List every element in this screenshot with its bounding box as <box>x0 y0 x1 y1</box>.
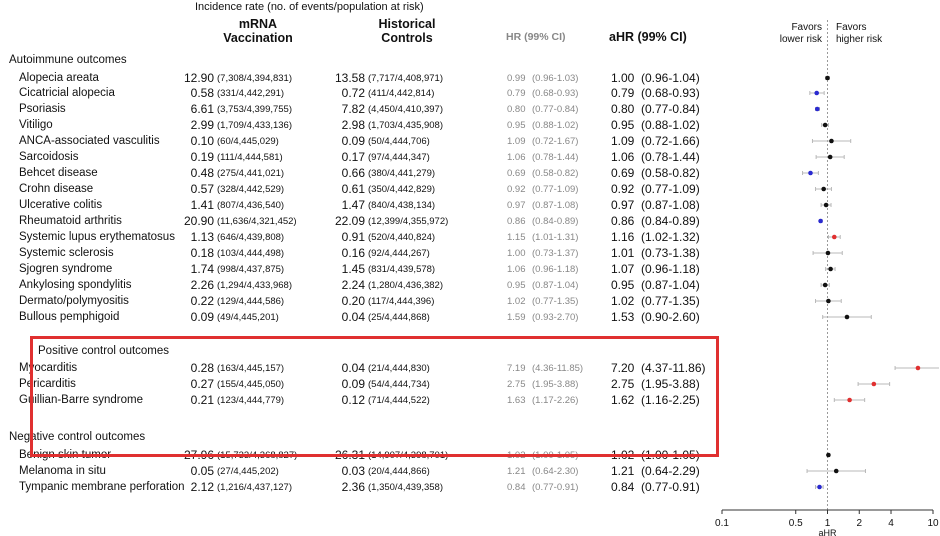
estimate-point <box>828 267 833 272</box>
historical-counts: (50/4,444,706) <box>368 136 430 147</box>
hr-value: 0.95 <box>507 280 526 291</box>
hr-ci: (0.96-1.18) <box>532 264 579 275</box>
mrna-rate: 0.19 <box>190 150 214 164</box>
outcome-name: Alopecia areata <box>19 72 99 84</box>
estimate-point <box>817 485 822 490</box>
mrna-rate: 0.28 <box>190 361 214 375</box>
mrna-counts: (103/4,444,498) <box>217 248 285 259</box>
estimate-point <box>824 203 829 208</box>
historical-rate: 26.31 <box>334 448 365 462</box>
mrna-counts: (807/4,436,540) <box>217 200 285 211</box>
ahr-value: 1.62 <box>611 393 635 407</box>
outcome-name: Rheumatoid arthritis <box>19 215 122 227</box>
ahr-ci: (0.96-1.04) <box>641 71 700 85</box>
ahr-value: 1.07 <box>611 262 635 276</box>
historical-counts: (1,703/4,435,908) <box>368 120 444 131</box>
outcome-name: Melanoma in situ <box>19 465 106 477</box>
mrna-counts: (331/4,442,291) <box>217 88 285 99</box>
hr-value: 0.99 <box>507 73 526 84</box>
outcome-name: Sarcoidosis <box>19 151 79 163</box>
mrna-counts: (163/4,445,157) <box>217 363 285 374</box>
historical-header-line2: Controls <box>381 31 433 45</box>
estimate-point <box>832 235 837 240</box>
historical-counts: (25/4,444,868) <box>368 312 430 323</box>
outcome-name: Systemic sclerosis <box>19 247 114 259</box>
hr-value: 0.69 <box>507 168 526 179</box>
historical-rate: 13.58 <box>334 71 365 85</box>
ahr-ci: (0.72-1.66) <box>641 134 700 148</box>
historical-counts: (20/4,444,866) <box>368 466 430 477</box>
estimate-point <box>834 469 839 474</box>
hr-ci: (0.64-2.30) <box>532 466 579 477</box>
mrna-rate: 0.10 <box>190 134 214 148</box>
ahr-value: 1.09 <box>611 134 635 148</box>
hr-value: 1.09 <box>507 136 526 147</box>
hr-ci: (0.73-1.37) <box>532 248 579 259</box>
hr-value: 0.97 <box>507 200 526 211</box>
historical-rate: 2.24 <box>341 278 365 292</box>
historical-counts: (1,280/4,436,382) <box>368 280 444 291</box>
mrna-rate: 0.09 <box>190 310 214 324</box>
hr-value: 1.21 <box>507 466 526 477</box>
ahr-value: 0.80 <box>611 102 635 116</box>
hr-ci: (0.72-1.67) <box>532 136 579 147</box>
mrna-counts: (111/4,444,581) <box>217 152 283 163</box>
mrna-header-line2: Vaccination <box>223 31 293 45</box>
mrna-rate: 2.12 <box>190 480 214 494</box>
ahr-value: 0.79 <box>611 86 635 100</box>
ahr-value: 0.97 <box>611 198 635 212</box>
ahr-ci: (1.95-3.88) <box>641 377 700 391</box>
historical-counts: (12,399/4,355,972) <box>368 216 449 227</box>
historical-rate: 0.17 <box>341 150 365 164</box>
mrna-counts: (60/4,445,029) <box>217 136 279 147</box>
hr-value: 1.06 <box>507 152 526 163</box>
ahr-value: 0.95 <box>611 278 635 292</box>
outcome-name: ANCA-associated vasculitis <box>19 135 160 147</box>
historical-rate: 0.66 <box>341 166 365 180</box>
hr-value: 1.06 <box>507 264 526 275</box>
mrna-counts: (3,753/4,399,755) <box>217 104 293 115</box>
x-tick-label: 0.5 <box>788 518 803 529</box>
outcome-name: Pericarditis <box>19 378 76 390</box>
historical-rate: 1.47 <box>341 198 365 212</box>
hr-value: 1.02 <box>507 450 526 461</box>
ahr-ci: (0.87-1.08) <box>641 198 700 212</box>
ahr-value: 1.06 <box>611 150 635 164</box>
ahr-ci: (0.64-2.29) <box>641 464 700 478</box>
mrna-counts: (129/4,444,586) <box>217 296 285 307</box>
x-tick-label: 0.1 <box>715 518 729 529</box>
section-positive: Positive control outcomes <box>38 345 170 357</box>
mrna-rate: 6.61 <box>190 102 214 116</box>
historical-rate: 0.61 <box>341 182 365 196</box>
hr-ci: (1.01-1.31) <box>532 232 579 243</box>
historical-counts: (520/4,440,824) <box>368 232 436 243</box>
estimate-point <box>823 123 828 128</box>
historical-counts: (411/4,442,814) <box>368 88 435 99</box>
estimate-point <box>826 453 831 458</box>
mrna-counts: (155/4,445,050) <box>217 379 285 390</box>
x-tick-label: 1 <box>824 518 831 529</box>
mrna-rate: 0.18 <box>190 246 214 260</box>
historical-rate: 0.04 <box>341 310 365 324</box>
outcome-name: Benign skin tumor <box>19 449 112 461</box>
mrna-header-line1: mRNA <box>238 17 278 31</box>
mrna-counts: (15,733/4,368,827) <box>217 450 298 461</box>
mrna-rate: 0.48 <box>190 166 214 180</box>
ahr-value: 1.53 <box>611 310 635 324</box>
ahr-value: 1.02 <box>611 294 635 308</box>
favors-lower-line1: Favors <box>791 22 822 33</box>
historical-rate: 0.20 <box>341 294 365 308</box>
ahr-value: 0.86 <box>611 214 635 228</box>
hr-ci: (0.87-1.08) <box>532 200 579 211</box>
estimate-point <box>872 382 877 387</box>
outcome-name: Crohn disease <box>19 183 94 195</box>
mrna-counts: (646/4,439,808) <box>217 232 285 243</box>
historical-rate: 2.98 <box>341 118 365 132</box>
hr-value: 0.79 <box>507 88 526 99</box>
ahr-value: 0.69 <box>611 166 635 180</box>
ahr-ci: (0.68-0.93) <box>641 86 700 100</box>
ahr-value: 1.01 <box>611 246 635 260</box>
outcome-name: Tympanic membrane perforation <box>19 481 185 493</box>
historical-counts: (117/4,444,396) <box>368 296 435 307</box>
hr-ci: (0.78-1.44) <box>532 152 579 163</box>
mrna-counts: (27/4,445,202) <box>217 466 279 477</box>
mrna-rate: 0.05 <box>190 464 214 478</box>
mrna-counts: (275/4,441,021) <box>217 168 285 179</box>
historical-counts: (1,350/4,439,358) <box>368 482 444 493</box>
mrna-rate: 2.99 <box>190 118 214 132</box>
outcome-name: Cicatricial alopecia <box>19 87 115 99</box>
estimate-point <box>826 299 831 304</box>
mrna-counts: (1,294/4,433,968) <box>217 280 293 291</box>
ahr-value: 1.00 <box>611 71 635 85</box>
mrna-rate: 1.74 <box>190 262 214 276</box>
historical-counts: (840/4,438,134) <box>368 200 436 211</box>
mrna-rate: 0.27 <box>190 377 214 391</box>
ahr-value: 0.95 <box>611 118 635 132</box>
historical-counts: (21/4,444,830) <box>368 363 430 374</box>
ahr-ci: (0.78-1.44) <box>641 150 700 164</box>
hr-value: 1.59 <box>507 312 526 323</box>
mrna-counts: (328/4,442,529) <box>217 184 285 195</box>
hr-value: 1.02 <box>507 296 526 307</box>
mrna-counts: (1,709/4,433,136) <box>217 120 293 131</box>
ahr-value: 1.16 <box>611 230 635 244</box>
mrna-rate: 2.26 <box>190 278 214 292</box>
x-axis-label: aHR <box>818 528 837 536</box>
mrna-counts: (123/4,444,779) <box>217 395 285 406</box>
hr-ci: (0.68-0.93) <box>532 88 579 99</box>
hr-ci: (0.77-0.84) <box>532 104 579 115</box>
mrna-counts: (998/4,437,875) <box>217 264 285 275</box>
estimate-point <box>823 283 828 288</box>
mrna-rate: 27.96 <box>183 448 214 462</box>
ahr-ci: (0.77-1.35) <box>641 294 700 308</box>
mrna-rate: 0.21 <box>190 393 214 407</box>
ahr-ci: (0.88-1.02) <box>641 118 700 132</box>
outcome-name: Behcet disease <box>19 167 98 179</box>
ahr-value: 2.75 <box>611 377 635 391</box>
mrna-rate: 1.13 <box>190 230 214 244</box>
historical-rate: 0.91 <box>341 230 365 244</box>
outcome-name: Sjogren syndrome <box>19 263 113 275</box>
estimate-point <box>821 187 826 192</box>
historical-header-line1: Historical <box>378 17 436 31</box>
ahr-ci: (0.77-0.91) <box>641 480 700 494</box>
hr-value: 0.86 <box>507 216 526 227</box>
estimate-point <box>829 139 834 144</box>
estimate-point <box>815 107 820 112</box>
historical-counts: (4,450/4,410,397) <box>368 104 444 115</box>
mrna-counts: (11,636/4,321,452) <box>217 216 297 227</box>
hr-ci: (0.84-0.89) <box>532 216 579 227</box>
hr-ci: (0.88-1.02) <box>532 120 579 131</box>
hr-value: 0.80 <box>507 104 526 115</box>
outcome-name: Vitiligo <box>19 119 53 131</box>
hr-ci: (1.95-3.88) <box>532 379 579 390</box>
ahr-value: 1.21 <box>611 464 635 478</box>
mrna-rate: 20.90 <box>183 214 214 228</box>
section-autoimmune: Autoimmune outcomes <box>9 54 127 66</box>
ahr-ci: (4.37-11.86) <box>641 361 706 375</box>
historical-counts: (7,717/4,408,971) <box>368 73 444 84</box>
historical-rate: 1.45 <box>341 262 365 276</box>
ahr-ci: (1.16-2.25) <box>641 393 700 407</box>
ahr-value: 0.84 <box>611 480 635 494</box>
estimate-point <box>828 155 833 160</box>
section-negative: Negative control outcomes <box>9 431 146 443</box>
ahr-ci: (0.77-1.09) <box>641 182 700 196</box>
historical-counts: (92/4,444,267) <box>368 248 430 259</box>
hr-ci: (0.93-2.70) <box>532 312 579 323</box>
historical-rate: 0.09 <box>341 134 365 148</box>
estimate-point <box>826 251 831 256</box>
hr-value: 0.92 <box>507 184 526 195</box>
mrna-rate: 0.57 <box>190 182 214 196</box>
estimate-point <box>825 76 830 81</box>
favors-higher-line1: Favors <box>836 22 867 33</box>
historical-rate: 7.82 <box>341 102 365 116</box>
ahr-ci: (0.73-1.38) <box>641 246 700 260</box>
hr-ci: (1.17-2.26) <box>532 395 579 406</box>
favors-higher-line2: higher risk <box>836 34 883 45</box>
hr-column-header: HR (99% CI) <box>506 31 566 43</box>
estimate-point <box>916 366 921 371</box>
hr-ci: (0.77-0.91) <box>532 482 579 493</box>
historical-counts: (380/4,441,279) <box>368 168 436 179</box>
mrna-counts: (49/4,445,201) <box>217 312 279 323</box>
hr-ci: (0.77-1.09) <box>532 184 579 195</box>
mrna-rate: 0.22 <box>190 294 214 308</box>
outcome-name: Myocarditis <box>19 362 78 374</box>
x-tick-label: 2 <box>856 518 863 529</box>
historical-counts: (54/4,444,734) <box>368 379 430 390</box>
outcome-name: Systemic lupus erythematosus <box>19 231 175 243</box>
hr-value: 2.75 <box>507 379 526 390</box>
hr-ci: (0.87-1.04) <box>532 280 579 291</box>
outcome-name: Dermato/polymyositis <box>19 295 129 307</box>
historical-counts: (350/4,442,829) <box>368 184 436 195</box>
estimate-point <box>818 219 823 224</box>
historical-counts: (71/4,444,522) <box>368 395 430 406</box>
ahr-ci: (1.00-1.05) <box>641 448 700 462</box>
outcome-name: Guillian-Barre syndrome <box>19 394 143 406</box>
estimate-point <box>847 398 852 403</box>
hr-value: 0.95 <box>507 120 526 131</box>
hr-ci: (1.00-1.05) <box>532 450 579 461</box>
mrna-rate: 1.41 <box>190 198 214 212</box>
hr-ci: (0.58-0.82) <box>532 168 579 179</box>
historical-rate: 22.09 <box>334 214 365 228</box>
mrna-counts: (7,308/4,394,831) <box>217 73 293 84</box>
hr-value: 7.19 <box>507 363 526 374</box>
mrna-rate: 12.90 <box>183 71 214 85</box>
ahr-ci: (0.87-1.04) <box>641 278 700 292</box>
mrna-counts: (1,216/4,437,127) <box>217 482 293 493</box>
historical-rate: 0.03 <box>341 464 365 478</box>
outcome-name: Ankylosing spondylitis <box>19 279 132 291</box>
historical-rate: 0.04 <box>341 361 365 375</box>
historical-rate: 0.16 <box>341 246 365 260</box>
historical-rate: 0.09 <box>341 377 365 391</box>
estimate-point <box>808 171 813 176</box>
outcome-name: Psoriasis <box>19 103 66 115</box>
incidence-header: Incidence rate (no. of events/population at risk) <box>195 1 424 13</box>
x-tick-label: 4 <box>888 518 894 529</box>
ahr-ci: (0.58-0.82) <box>641 166 700 180</box>
historical-rate: 2.36 <box>341 480 365 494</box>
hr-value: 1.63 <box>507 395 526 406</box>
ahr-ci: (0.90-2.60) <box>641 310 700 324</box>
estimate-point <box>814 91 819 96</box>
historical-rate: 0.72 <box>341 86 365 100</box>
hr-value: 1.15 <box>507 232 526 243</box>
historical-counts: (14,907/4,398,701) <box>368 450 449 461</box>
historical-counts: (97/4,444,347) <box>368 152 430 163</box>
outcome-name: Ulcerative colitis <box>19 199 103 211</box>
ahr-column-header: aHR (99% CI) <box>609 30 687 44</box>
favors-lower-line2: lower risk <box>779 34 822 45</box>
historical-counts: (831/4,439,578) <box>368 264 436 275</box>
mrna-rate: 0.58 <box>190 86 214 100</box>
ahr-ci: (0.84-0.89) <box>641 214 700 228</box>
hr-value: 1.00 <box>507 248 526 259</box>
historical-rate: 0.12 <box>341 393 365 407</box>
hr-ci: (0.77-1.35) <box>532 296 579 307</box>
ahr-ci: (1.02-1.32) <box>641 230 700 244</box>
estimate-point <box>845 315 850 320</box>
outcome-name: Bullous pemphigoid <box>19 311 120 323</box>
ahr-ci: (0.96-1.18) <box>641 262 700 276</box>
hr-value: 0.84 <box>507 482 526 493</box>
hr-ci: (4.36-11.85) <box>532 363 584 374</box>
ahr-value: 1.02 <box>611 448 635 462</box>
ahr-value: 7.20 <box>611 361 635 375</box>
ahr-value: 0.92 <box>611 182 635 196</box>
x-tick-label: 10 <box>927 518 939 529</box>
ahr-ci: (0.77-0.84) <box>641 102 700 116</box>
hr-ci: (0.96-1.03) <box>532 73 579 84</box>
